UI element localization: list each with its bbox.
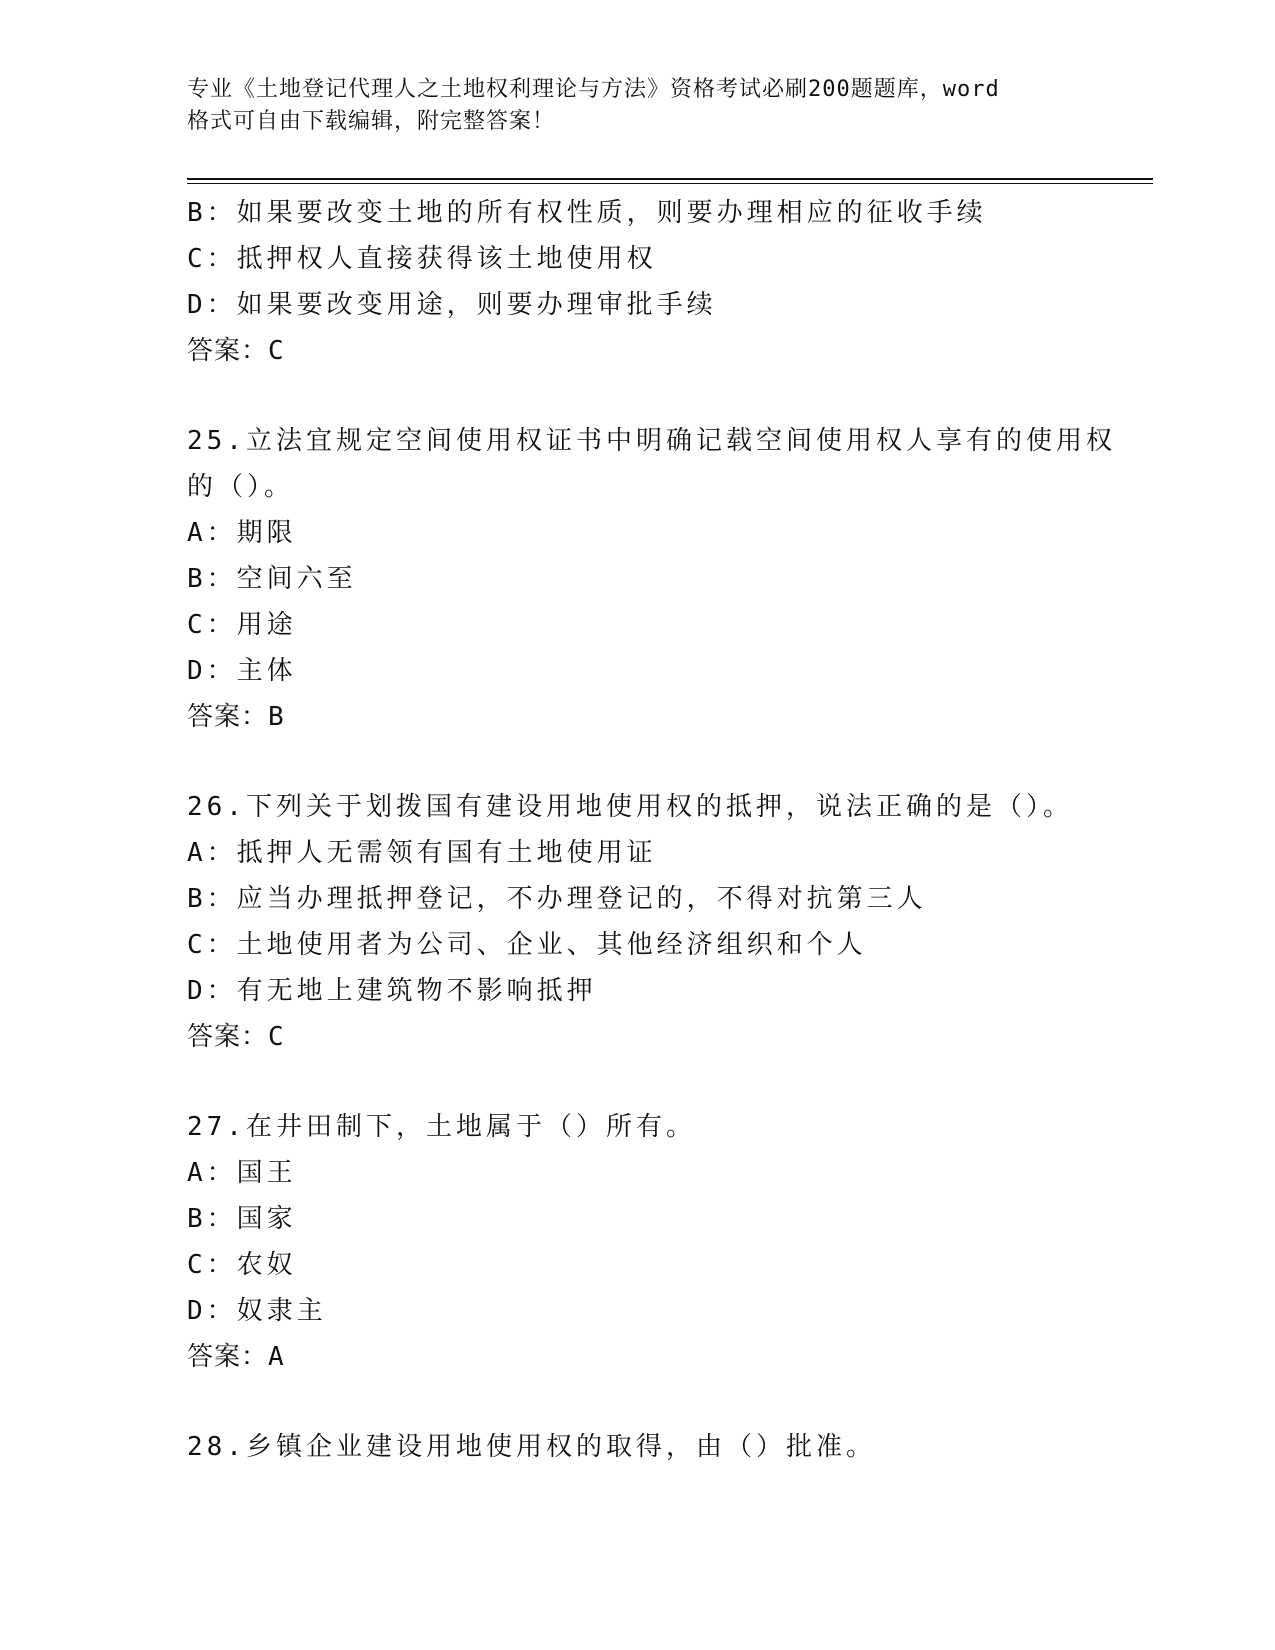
header-divider-thick [187, 178, 1153, 180]
option-a: A：期限 [187, 518, 297, 548]
question-stem-continued: 的（）。 [187, 472, 295, 502]
question-list [187, 190, 1116, 1470]
option-b: B：应当办理抵押登记，不办理登记的，不得对抗第三人 [187, 884, 927, 914]
question-stem: 28.乡镇企业建设用地使用权的取得，由（）批准。 [187, 1432, 876, 1462]
option-c: C：抵押权人直接获得该土地使用权 [187, 244, 657, 274]
spacer [187, 740, 1087, 784]
header-line-1: 专业《土地登记代理人之土地权利理论与方法》资格考试必刷200题题库，word [187, 77, 1000, 102]
question-stem: 25.立法宜规定空间使用权证书中明确记载空间使用权人享有的使用权 [187, 426, 1116, 456]
answer: 答案：A [187, 1342, 285, 1372]
option-d: D：主体 [187, 656, 297, 686]
answer: 答案：B [187, 702, 285, 732]
question-block-28 [187, 1424, 1087, 1470]
spacer [187, 374, 1087, 418]
option-c: C：土地使用者为公司、企业、其他经济组织和个人 [187, 930, 867, 960]
spacer [187, 1060, 1087, 1104]
question-block-26 [187, 784, 1087, 1060]
option-c: C：农奴 [187, 1250, 297, 1280]
question-stem: 26.下列关于划拨国有建设用地使用权的抵押，说法正确的是（）。 [187, 792, 1073, 822]
option-d: D：如果要改变用途，则要办理审批手续 [187, 290, 717, 320]
answer: 答案：C [187, 336, 285, 366]
option-c: C：用途 [187, 610, 297, 640]
option-b: B：国家 [187, 1204, 297, 1234]
option-b: B：如果要改变土地的所有权性质，则要办理相应的征收手续 [187, 198, 987, 228]
header-line-2: 格式可自由下载编辑，附完整答案！ [187, 109, 556, 134]
answer: 答案：C [187, 1022, 285, 1052]
option-a: A：抵押人无需领有国有土地使用证 [187, 838, 657, 868]
question-block-25 [187, 418, 1116, 740]
question-stem: 27.在井田制下，土地属于（）所有。 [187, 1112, 696, 1142]
option-a: A：国王 [187, 1158, 297, 1188]
question-block-27 [187, 1104, 1087, 1380]
option-d: D：有无地上建筑物不影响抵押 [187, 976, 597, 1006]
option-d: D：奴隶主 [187, 1296, 327, 1326]
document-header [187, 74, 1087, 138]
spacer [187, 1380, 1087, 1424]
question-block-partial [187, 190, 1087, 374]
option-b: B：空间六至 [187, 564, 357, 594]
header-divider-thin [187, 183, 1153, 184]
